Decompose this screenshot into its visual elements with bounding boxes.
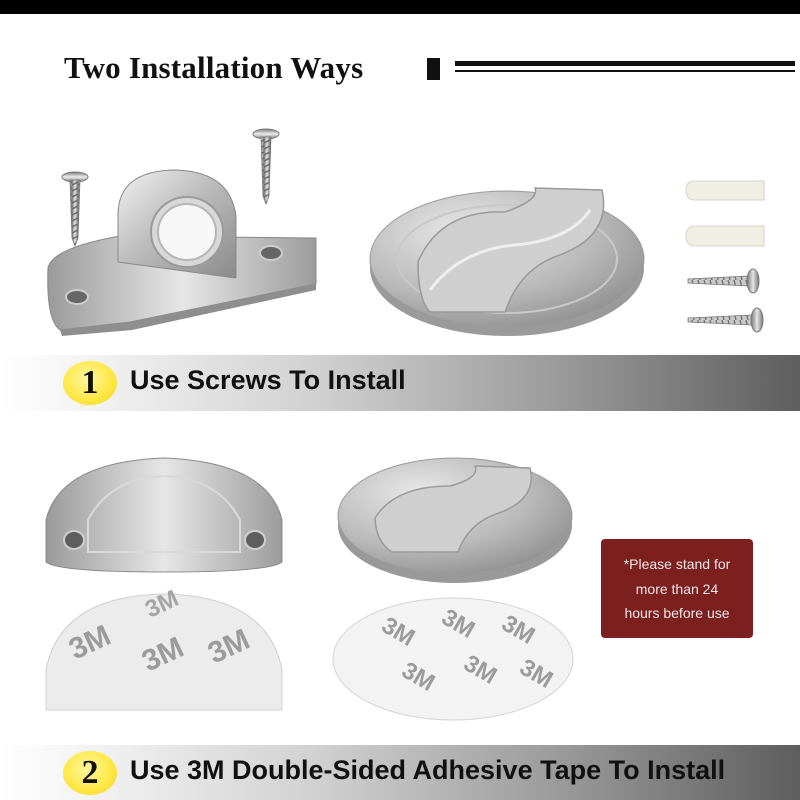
step-label: Use 3M Double-Sided Adhesive Tape To Install — [130, 755, 726, 785]
screw-icon — [688, 308, 763, 332]
screw-icon — [253, 129, 279, 204]
floor-disc-adhesive-version — [338, 458, 572, 583]
curing-time-note — [601, 539, 753, 638]
tape-logo: 3M — [141, 584, 183, 624]
page-title: Two Installation Ways — [64, 50, 364, 85]
tape-logo: 3M — [64, 618, 116, 667]
note-line: *Please stand for — [623, 556, 731, 572]
tape-logo: 3M — [437, 603, 480, 644]
step-number: 1 — [81, 364, 99, 401]
note-line: more than 24 — [635, 580, 719, 597]
tape-logo: 3M — [515, 653, 558, 694]
tape-logo: 3M — [397, 656, 440, 697]
step-number-badge — [63, 751, 117, 795]
step-label: Use Screws To Install — [130, 365, 406, 395]
step-number: 2 — [81, 754, 99, 791]
tape-logo: 3M — [137, 630, 189, 679]
step-banner-2 — [0, 745, 800, 800]
note-line: hours before use — [624, 605, 730, 621]
step-banner-1 — [0, 355, 800, 411]
magnet-catch-adhesive-version — [46, 458, 282, 572]
tape-logo: 3M — [497, 609, 540, 650]
wall-anchor-icon — [686, 181, 764, 200]
floor-disc-screw-version — [370, 188, 644, 336]
screw-icon — [688, 269, 759, 293]
tape-logo: 3M — [203, 622, 255, 671]
magnet-catch-screw-version — [48, 170, 316, 336]
screw-icon — [62, 172, 88, 246]
tape-pad — [333, 598, 573, 720]
tape-pad — [46, 585, 282, 710]
step-number-badge — [63, 361, 117, 405]
tape-logo: 3M — [459, 649, 502, 690]
tape-logo: 3M — [377, 611, 420, 652]
wall-anchor-icon — [686, 226, 764, 246]
